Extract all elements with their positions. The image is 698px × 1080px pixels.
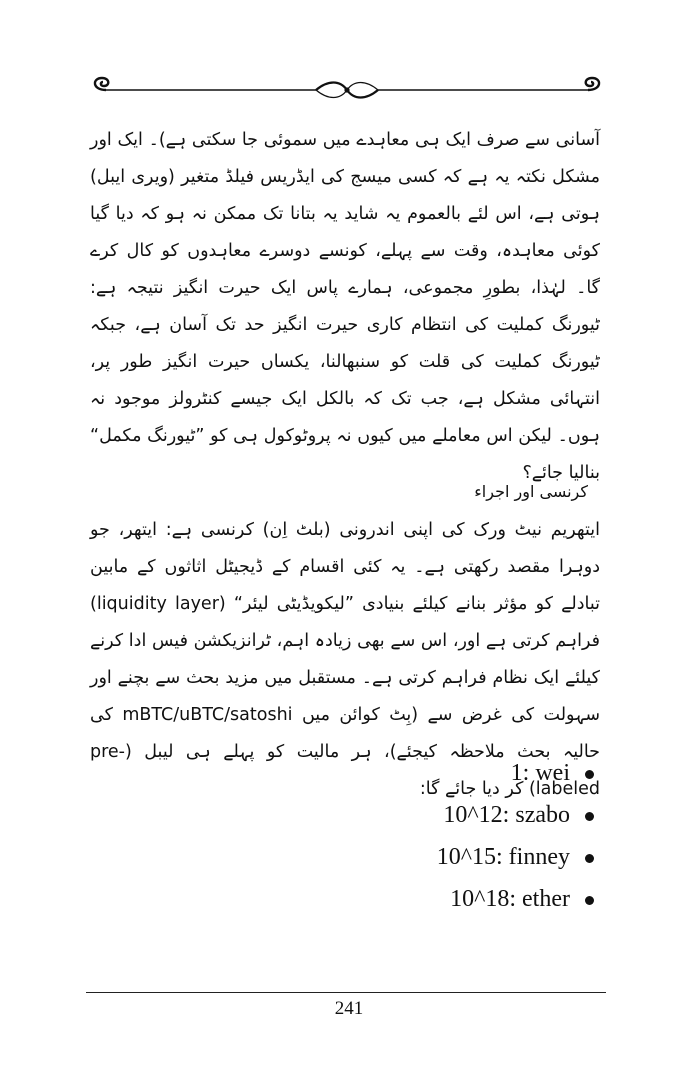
list-item [0, 752, 698, 794]
section-heading: کرنسی اور اجراء [474, 482, 588, 501]
paragraph-text: آسانی سے صرف ایک ہی معاہدے میں سموئی جا سکتی ہے)۔ ایک اور مشکل نکتہ یہ ہے کہ کسی میسج کی ایڈریس فیلڈ متغیر (ویری ایبل) ہوتی ہے، اس لئے بالعموم یہ شاید یہ بتانا تک ممکن نہ ہو کہ دیا گیا کوئی معاہدہ، وقت سے پہلے، کونسے دوسرے معاہدوں کو کال کرے گا۔ لہٰذا، بطورِ مجموعی، ہمارے پاس ایک حیرت انگیز نتیجہ ہے: ٹیورنگ کملیت کی انتظام کاری حیرت انگیز حد تک آسان ہے، جبکہ ٹیورنگ کملیت کی قلت کو سنبھالنا، یکساں حیرت انگیز طور پر، انتہائی مشکل ہے، جب تک کہ بالکل ایک جیسے کنٹرولز موجود نہ ہوں۔ لیکن اس معاملے میں کیوں نہ پروٹوکول ہی کو ”ٹیورنگ مکمل“ بنالیا جائے؟ [90, 130, 600, 483]
list-item [0, 794, 698, 836]
page-number: 241 [334, 998, 364, 1019]
bullet-icon [585, 896, 594, 905]
list-item-text: 10^12: szabo [443, 801, 570, 828]
list-item [0, 836, 698, 878]
bullet-icon [585, 770, 594, 779]
header-ornament [88, 74, 606, 106]
footer-divider [86, 992, 606, 993]
paragraph-text: ایتھریم نیٹ ورک کی اپنی اندرونی (بلٹ اِن) کرنسی ہے: ایتھر، جو دوہرا مقصد رکھتی ہے۔ یہ کئی اقسام کے ڈیجیٹل اثاثوں کے مابین تبادلے کو مؤثر بنانے کیلئے بنیادی ”لیکویڈیٹی لیئر“ (liquidity layer) فراہم کرتی ہے اور، اس سے بھی زیادہ اہم، ٹرانزیکشن فیس ادا کرنے کیلئے ایک نظام فراہم کرتی ہے۔ مستقبل میں مزید بحث سے بچنے اور سہولت کی غرض سے (بِٹ کوائن میں mBTC/uBTC/satoshi کی حالیہ بحث ملاحظہ کیجئے)، ہر مالیت کو پہلے ہی لیبل (pre-labeled) کر دیا جائے گا: [90, 520, 601, 799]
denomination-list [0, 752, 698, 920]
body-paragraph-1 [90, 122, 600, 492]
list-item-text: 10^15: finney [436, 843, 570, 870]
list-item-text: 10^18: ether [450, 885, 570, 912]
bullet-icon [585, 812, 594, 821]
list-item [0, 878, 698, 920]
list-item-text: 1: wei [510, 759, 570, 786]
bullet-icon [585, 854, 594, 863]
